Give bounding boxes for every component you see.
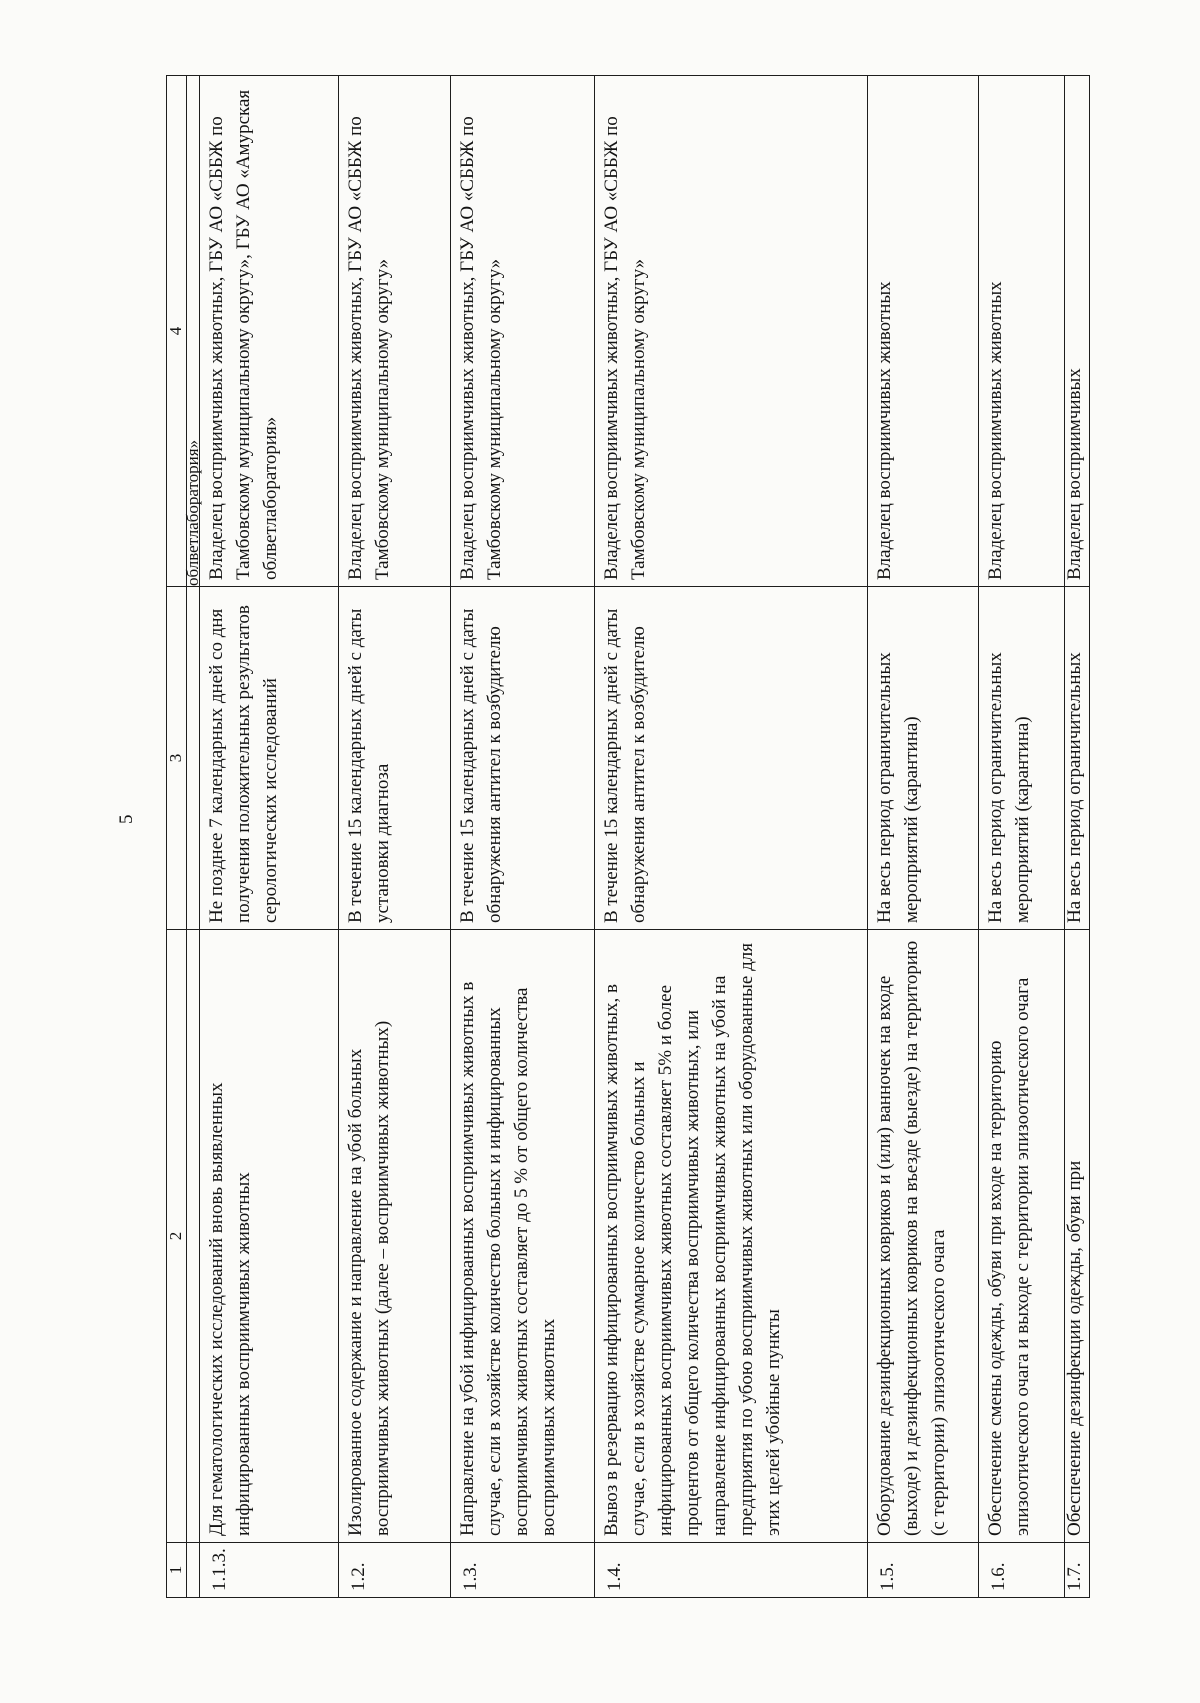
table-row [339,76,451,1598]
table-row [451,76,594,1598]
header-col-3: 3 [167,587,187,930]
continuation-cell-2 [186,930,199,1543]
row-deadline: На весь период ограничительных мероприятий (карантина) [978,587,1064,930]
row-deadline: В течение 15 календарных дней с даты установки диагноза [339,587,451,930]
row-number: 1.5. [867,1543,978,1598]
row-responsible: Владелец восприимчивых [1065,76,1090,587]
row-action: Обеспечение дезинфекции одежды, обуви при [1065,930,1090,1543]
row-number: 1.7. [1065,1543,1090,1598]
page-number: 5 [116,814,137,824]
table-row [594,76,867,1598]
row-number: 1.4. [594,1543,867,1598]
continuation-cell-4: облветлаборатория» [186,76,199,587]
continuation-cell-3 [186,587,199,930]
row-responsible: Владелец восприимчивых животных [978,76,1064,587]
table-header-row [167,76,187,1598]
row-number: 1.1.3. [200,1543,339,1598]
row-deadline: В течение 15 календарных дней с даты обнаружения антител к возбудителю [451,587,594,930]
continuation-cell-1 [186,1543,199,1598]
row-number: 1.6. [978,1543,1064,1598]
table-row [200,76,339,1598]
measures-table-container [166,89,1090,1598]
continuation-row [186,76,199,1598]
row-action: Направление на убой инфицированных восприимчивых животных в случае, если в хозяйстве количество больных и инфицированных восприимчивых животных составляет до 5 % от общего количества восприимчивых животных [451,930,594,1543]
row-action: Обеспечение смены одежды, обуви при входе на территорию эпизоотического очага и выходе с территории эпизоотического очага [978,930,1064,1543]
row-action: Вывоз в резервацию инфицированных восприимчивых животных, в случае, если в хозяйстве суммарное количество больных и инфицированных восприимчивых животных составляет 5% и более процентов от общего количества восприимчивых животных, или направление инфицированных восприимчивых животных на убой на предприятия по убою восприимчивых животных или оборудованные для этих целей убойные пункты [594,930,867,1543]
row-deadline: Не позднее 7 календарных дней со дня получения положительных результатов серологических исследований [200,587,339,930]
row-responsible: Владелец восприимчивых животных, ГБУ АО «СББЖ по Тамбовскому муниципальному округу» [451,76,594,587]
row-action: Для гематологических исследований вновь выявленных инфицированных восприимчивых животных [200,930,339,1543]
header-col-2: 2 [167,930,187,1543]
row-deadline: На весь период ограничительных мероприятий (карантина) [867,587,978,930]
row-number: 1.2. [339,1543,451,1598]
row-action: Изолированное содержание и направление на убой больных восприимчивых животных (далее – восприимчивых животных) [339,930,451,1543]
header-col-1: 1 [167,1543,187,1598]
row-responsible: Владелец восприимчивых животных [867,76,978,587]
row-deadline: В течение 15 календарных дней с даты обнаружения антител к возбудителю [594,587,867,930]
measures-table [166,75,1090,1598]
row-number: 1.3. [451,1543,594,1598]
table-row [1065,76,1090,1598]
row-responsible: Владелец восприимчивых животных, ГБУ АО «СББЖ по Тамбовскому муниципальному округу» [339,76,451,587]
row-deadline: На весь период ограничительных [1065,587,1090,930]
row-responsible: Владелец восприимчивых животных, ГБУ АО «СББЖ по Тамбовскому муниципальному округу», ГБУ АО «Амурская облветлаборатория» [200,76,339,587]
row-action: Оборудование дезинфекционных ковриков и (или) ванночек на входе (выходе) и дезинфекционных ковриков на въезде (выезде) на территорию (с территории) эпизоотического очага [867,930,978,1543]
row-responsible: Владелец восприимчивых животных, ГБУ АО «СББЖ по Тамбовскому муниципальному округу» [594,76,867,587]
header-col-4: 4 [167,76,187,587]
table-row [867,76,978,1598]
table-row [978,76,1064,1598]
